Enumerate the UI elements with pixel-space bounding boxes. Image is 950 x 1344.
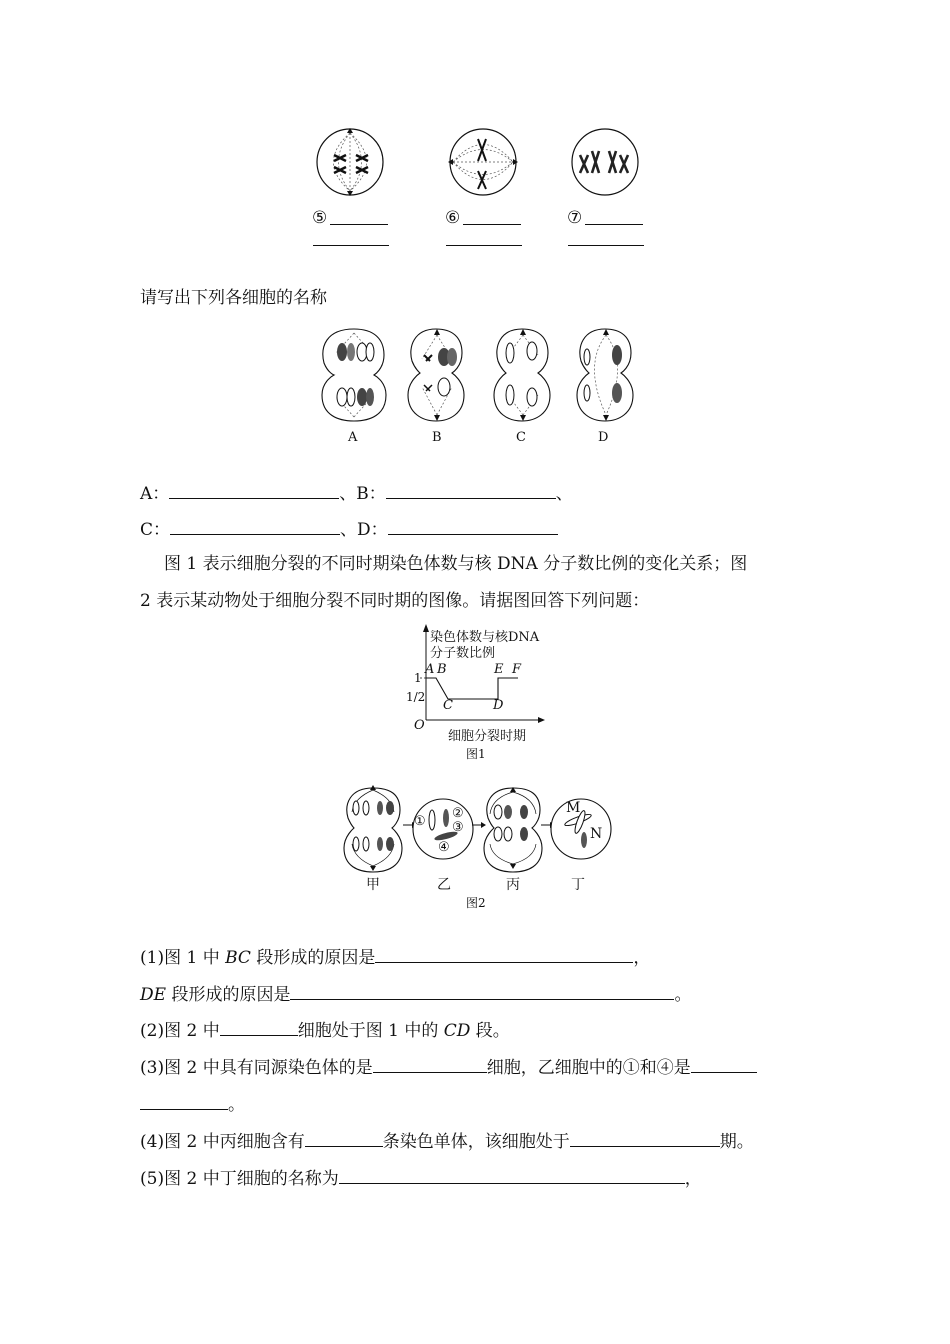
answer-C-sep: 、 bbox=[340, 520, 358, 540]
cell-5-blank-2[interactable] bbox=[313, 227, 389, 246]
q4-end: 期。 bbox=[719, 1132, 754, 1152]
fig2-caption: 图2 bbox=[466, 896, 486, 910]
fig2-mark-2: ② bbox=[452, 806, 464, 821]
answer-D-blank[interactable] bbox=[388, 516, 558, 535]
intro-line-1: 图 1 表示细胞分裂的不同时期染色体数与核 DNA 分子数比例的变化关系；图 bbox=[164, 554, 748, 574]
q3-blank-1[interactable] bbox=[373, 1054, 487, 1073]
fig2-cell-label-yi: 乙 bbox=[437, 877, 451, 893]
question-3-cont bbox=[140, 1091, 245, 1117]
fig2-cell-ding bbox=[548, 796, 614, 862]
cell-6-label: ⑥ bbox=[445, 208, 461, 228]
cell-figure-7 bbox=[567, 127, 647, 202]
fig1-point-A: A bbox=[425, 662, 435, 677]
cell-7-blank-2[interactable] bbox=[568, 227, 644, 246]
cell-5-blank-1[interactable] bbox=[330, 206, 388, 225]
question-2 bbox=[140, 1017, 510, 1043]
fig2-cell-jia bbox=[340, 784, 406, 876]
q5-blank[interactable] bbox=[339, 1165, 685, 1184]
answer-C-label: C： bbox=[140, 520, 171, 540]
q1b-text: 段形成的原因是 bbox=[166, 985, 291, 1005]
q3-end: 。 bbox=[228, 1095, 245, 1115]
names-prompt: 请写出下列各细胞的名称 bbox=[140, 288, 327, 308]
fig1-point-F: F bbox=[512, 662, 522, 677]
answer-A-label: A： bbox=[140, 484, 170, 504]
q2-blank[interactable] bbox=[220, 1017, 298, 1036]
fig1-caption: 图1 bbox=[466, 747, 486, 761]
fig1-ytick-1: 1 bbox=[414, 671, 422, 685]
cell-figure-C bbox=[490, 325, 554, 425]
cell-5-label: ⑤ bbox=[312, 208, 328, 228]
q5-end: ， bbox=[684, 1169, 702, 1189]
answer-B-blank[interactable] bbox=[386, 480, 556, 499]
answer-B-label: B： bbox=[356, 484, 386, 504]
fig1-point-E: E bbox=[494, 662, 504, 677]
q4-text: 条染色单体，该细胞处于 bbox=[382, 1132, 570, 1152]
q1b-segment: DE bbox=[140, 985, 167, 1005]
fig2-cell-label-bing: 丙 bbox=[506, 877, 520, 893]
fig1-point-C: C bbox=[443, 698, 453, 713]
q3-blank-2[interactable] bbox=[691, 1054, 757, 1073]
cell-6-blank-1[interactable] bbox=[463, 206, 521, 225]
fig2-label-N: N bbox=[590, 826, 603, 842]
question-1b bbox=[140, 981, 691, 1007]
q1b-end: 。 bbox=[674, 985, 692, 1005]
fig1-ylabel-1: 染色体数与核DNA bbox=[430, 630, 540, 645]
q2-segment: CD bbox=[443, 1021, 471, 1041]
fig2-cell-bing bbox=[480, 784, 546, 876]
intro-line-2: 2 表示某动物处于细胞分裂不同时期的图像。请据图回答下列问题： bbox=[140, 591, 650, 611]
q4-blank-1[interactable] bbox=[305, 1128, 383, 1147]
answer-A-sep: 、 bbox=[339, 484, 357, 504]
fig1-ytick-half: 1/2 bbox=[406, 690, 426, 704]
cell-label-C: C bbox=[516, 430, 526, 445]
cell-figure-A bbox=[318, 325, 390, 425]
answer-B-sep: 、 bbox=[555, 484, 573, 504]
fig1-origin: O bbox=[414, 718, 425, 733]
q2-prefix: (2)图 2 中 bbox=[140, 1021, 220, 1041]
ratio-line bbox=[426, 678, 518, 699]
q3-text: 细胞，乙细胞中的①和④是 bbox=[486, 1058, 691, 1078]
q1a-text: 段形成的原因是 bbox=[250, 948, 376, 968]
cell-figure-6 bbox=[445, 127, 525, 202]
q1a-end: ， bbox=[633, 948, 651, 968]
cell-7-label: ⑦ bbox=[567, 208, 583, 228]
q1a-prefix: (1)图 1 中 bbox=[140, 948, 226, 968]
question-3 bbox=[140, 1054, 757, 1080]
answer-C-blank[interactable] bbox=[170, 516, 340, 535]
question-4 bbox=[140, 1128, 754, 1154]
fig1-point-D: D bbox=[493, 698, 504, 713]
cell-figure-B bbox=[404, 325, 468, 425]
fig1-xlabel: 细胞分裂时期 bbox=[448, 729, 527, 744]
fig2-mark-1: ① bbox=[414, 814, 426, 829]
answer-row-1 bbox=[140, 480, 573, 506]
q3-blank-3[interactable] bbox=[140, 1091, 228, 1110]
cell-7-blank-1[interactable] bbox=[585, 206, 643, 225]
fig2-label-M: M bbox=[566, 800, 581, 816]
q5-prefix: (5)图 2 中丁细胞的名称为 bbox=[140, 1169, 339, 1189]
q4-prefix: (4)图 2 中丙细胞含有 bbox=[140, 1132, 305, 1152]
answer-A-blank[interactable] bbox=[169, 480, 339, 499]
cell-figure-5 bbox=[312, 127, 392, 202]
cell-label-B: B bbox=[432, 430, 442, 445]
fig2-mark-4: ④ bbox=[438, 840, 450, 855]
fig2-cell-label-ding: 丁 bbox=[571, 877, 585, 893]
answer-D-label: D： bbox=[357, 520, 388, 540]
fig1-ylabel-2: 分子数比例 bbox=[430, 646, 496, 661]
cell-6-blank-2[interactable] bbox=[446, 227, 522, 246]
question-1a bbox=[140, 944, 650, 970]
fig2-cell-label-jia: 甲 bbox=[366, 877, 380, 893]
cell-label-A: A bbox=[348, 430, 358, 445]
q2-text: 细胞处于图 1 中的 bbox=[297, 1021, 444, 1041]
q1a-segment: BC bbox=[225, 948, 251, 968]
q4-blank-2[interactable] bbox=[570, 1128, 720, 1147]
cell-label-D: D bbox=[598, 430, 609, 445]
question-5 bbox=[140, 1165, 702, 1191]
q3-prefix: (3)图 2 中具有同源染色体的是 bbox=[140, 1058, 373, 1078]
fig1-point-B: B bbox=[437, 662, 447, 677]
cell-figure-D bbox=[573, 325, 637, 425]
fig2-mark-3: ③ bbox=[452, 820, 464, 835]
q1b-blank[interactable] bbox=[290, 981, 674, 1000]
q1a-blank[interactable] bbox=[375, 944, 633, 963]
q2-end: 段。 bbox=[470, 1021, 510, 1041]
answer-row-2 bbox=[140, 516, 558, 542]
